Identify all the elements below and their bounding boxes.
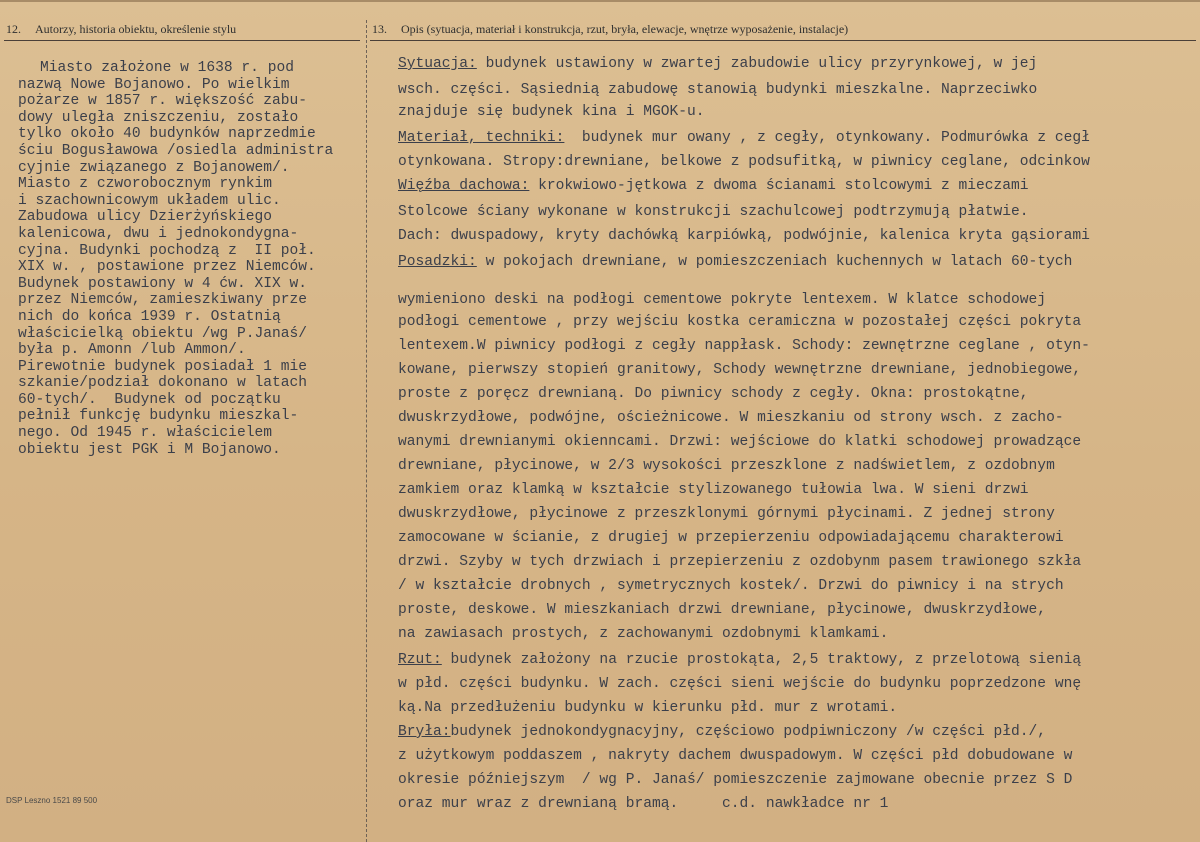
description-text: w płd. części budynku. W zach. części sieni wejście do budynku poprzedzone wnę xyxy=(398,676,1082,692)
section-heading: Rzut: xyxy=(398,652,442,668)
description-line xyxy=(398,652,1081,668)
history-line: właścicielką obiektu /wg P.Janaś/ xyxy=(18,325,308,342)
description-line xyxy=(398,506,1055,522)
description-text: oraz mur wraz z drewnianą bramą. c.d. nawkładce nr 1 xyxy=(398,796,889,812)
description-line xyxy=(398,254,1072,270)
description-text: budynek założony na rzucie prostokąta, 2,5 traktowy, z przelotową sienią xyxy=(441,652,1082,668)
description-text: wsch. części. Sąsiednią zabudowę stanowią budynki mieszkalne. Naprzeciwko xyxy=(398,82,1038,98)
description-text: wanymi drewnianymi okienncami. Drzwi: wejściowe do klatki schodowej prowadzące xyxy=(398,434,1082,450)
column-divider xyxy=(366,20,367,842)
section-heading: Bryła: xyxy=(398,724,451,740)
section-12-title: Autorzy, historia obiektu, określenie stylu xyxy=(35,22,237,36)
description-text: otynkowana. Stropy:drewniane, belkowe z podsufitką, w piwnicy ceglane, odcinkow xyxy=(398,154,1090,170)
description-text: podłogi cementowe , przy wejściu kostka ceramiczna w pozostałej części pokryta xyxy=(398,314,1082,330)
left-header-rule xyxy=(4,40,360,41)
description-text: budynek ustawiony w zwartej zabudowie ulicy przyrynkowej, w jej xyxy=(476,56,1038,72)
description-text: lentexem.W piwnicy podłogi z cegły nappłask. Schody: zewnętrzne ceglane , otyn- xyxy=(398,338,1090,354)
history-line: nazwą Nowe Bojanowo. Po wielkim xyxy=(18,76,290,93)
description-line xyxy=(398,338,1090,354)
description-text: drzwi. Szyby w tych drzwiach i przepierzeniu z ozdobynm pasem trawionego szkła xyxy=(398,554,1082,570)
history-line: obiektu jest PGK i M Bojanowo. xyxy=(18,441,281,458)
history-line: dowy uległa zniszczeniu, zostało xyxy=(18,109,299,126)
description-text: proste, deskowe. W mieszkaniach drzwi drewniane, płycinowe, dwuskrzydłowe, xyxy=(398,602,1047,618)
history-line: szkanie/podział dokonano w latach xyxy=(18,375,308,392)
description-line xyxy=(398,626,888,642)
section-13-number: 13. xyxy=(372,22,387,36)
description-line xyxy=(398,530,1064,546)
description-text: Stolcowe ściany wykonane w konstrukcji szachulcowej podtrzymują płatwie. xyxy=(398,204,1029,220)
description-line xyxy=(398,56,1037,72)
section-12-number: 12. xyxy=(6,22,21,36)
description-line xyxy=(398,796,888,812)
description-text: Dach: dwuspadowy, kryty dachówką karpiówką, podwójnie, kalenica kryta gąsiorami xyxy=(398,228,1090,244)
section-13-title: Opis (sytuacja, materiał i konstrukcja, rzut, bryła, elewacje, wnętrze wyposażenie, instalacje) xyxy=(401,22,849,36)
description-line xyxy=(398,578,1064,594)
history-line: kalenicowa, dwu i jednokondygna- xyxy=(18,225,299,242)
description-text: z użytkowym poddaszem , nakryty dachem dwuspadowym. W części płd dobudowane w xyxy=(398,748,1073,764)
description-line xyxy=(398,676,1081,692)
description-line xyxy=(398,104,705,120)
description-text: okresie późniejszym / wg P. Janaś/ pomieszczenie zajmowane obecnie przez S D xyxy=(398,772,1073,788)
history-column xyxy=(18,60,364,458)
description-text: znajduje się budynek kina i MGOK-u. xyxy=(398,104,705,120)
description-text: zamocowane w ścianie, z drugiej w przepierzeniu odpowiadającemu charakterowi xyxy=(398,530,1064,546)
description-text: proste z poręcz drewnianą. Do piwnicy schody z cegły. Okna: prostokątne, xyxy=(398,386,1029,402)
description-line xyxy=(398,748,1072,764)
description-line xyxy=(398,458,1055,474)
history-line: cyjna. Budynki pochodzą z II poł. xyxy=(18,242,316,259)
description-line xyxy=(398,154,1090,170)
description-line xyxy=(398,228,1090,244)
description-text: ką.Na przedłużeniu budynku w kierunku płd. mur z wrotami. xyxy=(398,700,898,716)
description-line xyxy=(398,386,1029,402)
description-line xyxy=(398,130,1090,146)
description-line xyxy=(398,204,1029,220)
description-line xyxy=(398,410,1064,426)
history-line: tylko około 40 budynków naprzedmie xyxy=(18,126,316,143)
description-text: budynek mur owany , z cegły, otynkowany. Podmurówka z cegł xyxy=(564,130,1090,146)
description-line xyxy=(398,772,1072,788)
description-line xyxy=(398,292,1046,308)
description-text: na zawiasach prostych, z zachowanymi ozdobnymi klamkami. xyxy=(398,626,889,642)
description-text: dwuskrzydłowe, podwójne, ościeżnicowe. W mieszkaniu od strony wsch. z zacho- xyxy=(398,410,1064,426)
description-text: / w kształcie drobnych , symetrycznych kostek/. Drzwi do piwnicy i na strych xyxy=(398,578,1064,594)
description-line xyxy=(398,602,1046,618)
section-13-header xyxy=(372,22,848,37)
description-line xyxy=(398,724,1046,740)
history-line: Budynek postawiony w 4 ćw. XIX w. xyxy=(18,275,308,292)
description-line xyxy=(398,482,1029,498)
history-line: nich do końca 1939 r. Ostatnią xyxy=(18,308,281,325)
description-text: wymieniono deski na podłogi cementowe pokryte lentexem. W klatce schodowej xyxy=(398,292,1047,308)
description-line xyxy=(398,434,1081,450)
print-footer: DSP Leszno 1521 89 500 xyxy=(6,796,98,805)
description-line xyxy=(398,82,1037,98)
section-heading: Więźba dachowa: xyxy=(398,178,530,194)
section-heading: Sytuacja: xyxy=(398,56,477,72)
history-line: pełnił funkcję budynku mieszkal- xyxy=(18,408,299,425)
description-text: w pokojach drewniane, w pomieszczeniach kuchennych w latach 60-tych xyxy=(476,254,1073,270)
history-line: XIX w. , postawione przez Niemców. xyxy=(18,259,316,276)
history-line: cyjnie związanego z Bojanowem/. xyxy=(18,159,290,176)
section-heading: Materiał, techniki: xyxy=(398,130,565,146)
description-text: budynek jednokondygnacyjny, częściowo podpiwniczony /w części płd./, xyxy=(450,724,1047,740)
description-line xyxy=(398,700,897,716)
description-text: krokwiowo-jętkowa z dwoma ścianami stolcowymi z mieczami xyxy=(529,178,1029,194)
section-12-header xyxy=(6,22,236,37)
description-line xyxy=(398,362,1081,378)
history-line: Miasto założone w 1638 r. pod xyxy=(40,60,294,76)
right-header-rule xyxy=(370,40,1196,41)
description-line xyxy=(398,554,1081,570)
description-text: zamkiem oraz klamką w kształcie stylizowanego tułowia lwa. W sieni drzwi xyxy=(398,482,1029,498)
description-text: drewniane, płycinowe, w 2/3 wysokości przeszklone z nadświetlem, z ozdobnym xyxy=(398,458,1055,474)
description-line xyxy=(398,178,1029,194)
history-line: nego. Od 1945 r. właścicielem xyxy=(18,425,272,442)
history-line: przez Niemców, zamieszkiwany prze xyxy=(18,292,308,309)
history-line: Miasto z czworobocznym rynkim xyxy=(18,176,272,193)
history-line: Pirewotnie budynek posiadał 1 mie xyxy=(18,358,308,375)
history-line: i szachownicowym układem ulic. xyxy=(18,192,281,209)
history-line: pożarze w 1857 r. większość zabu- xyxy=(18,93,308,110)
page-top-edge xyxy=(0,0,1200,2)
section-heading: Posadzki: xyxy=(398,254,477,270)
description-line xyxy=(398,314,1081,330)
history-line: 60-tych/. Budynek od początku xyxy=(18,391,281,408)
history-line: była p. Amonn /lub Ammon/. xyxy=(18,342,246,359)
description-text: dwuskrzydłowe, płycinowe z przeszklonymi górnymi płycinami. Z jednej strony xyxy=(398,506,1055,522)
description-text: kowane, pierwszy stopień granitowy, Schody wewnętrzne drewniane, jednobiegowe, xyxy=(398,362,1082,378)
history-line: ściu Bogusławowa /osiedla administra xyxy=(18,142,334,159)
history-line: Zabudowa ulicy Dzierżyńskiego xyxy=(18,209,272,226)
